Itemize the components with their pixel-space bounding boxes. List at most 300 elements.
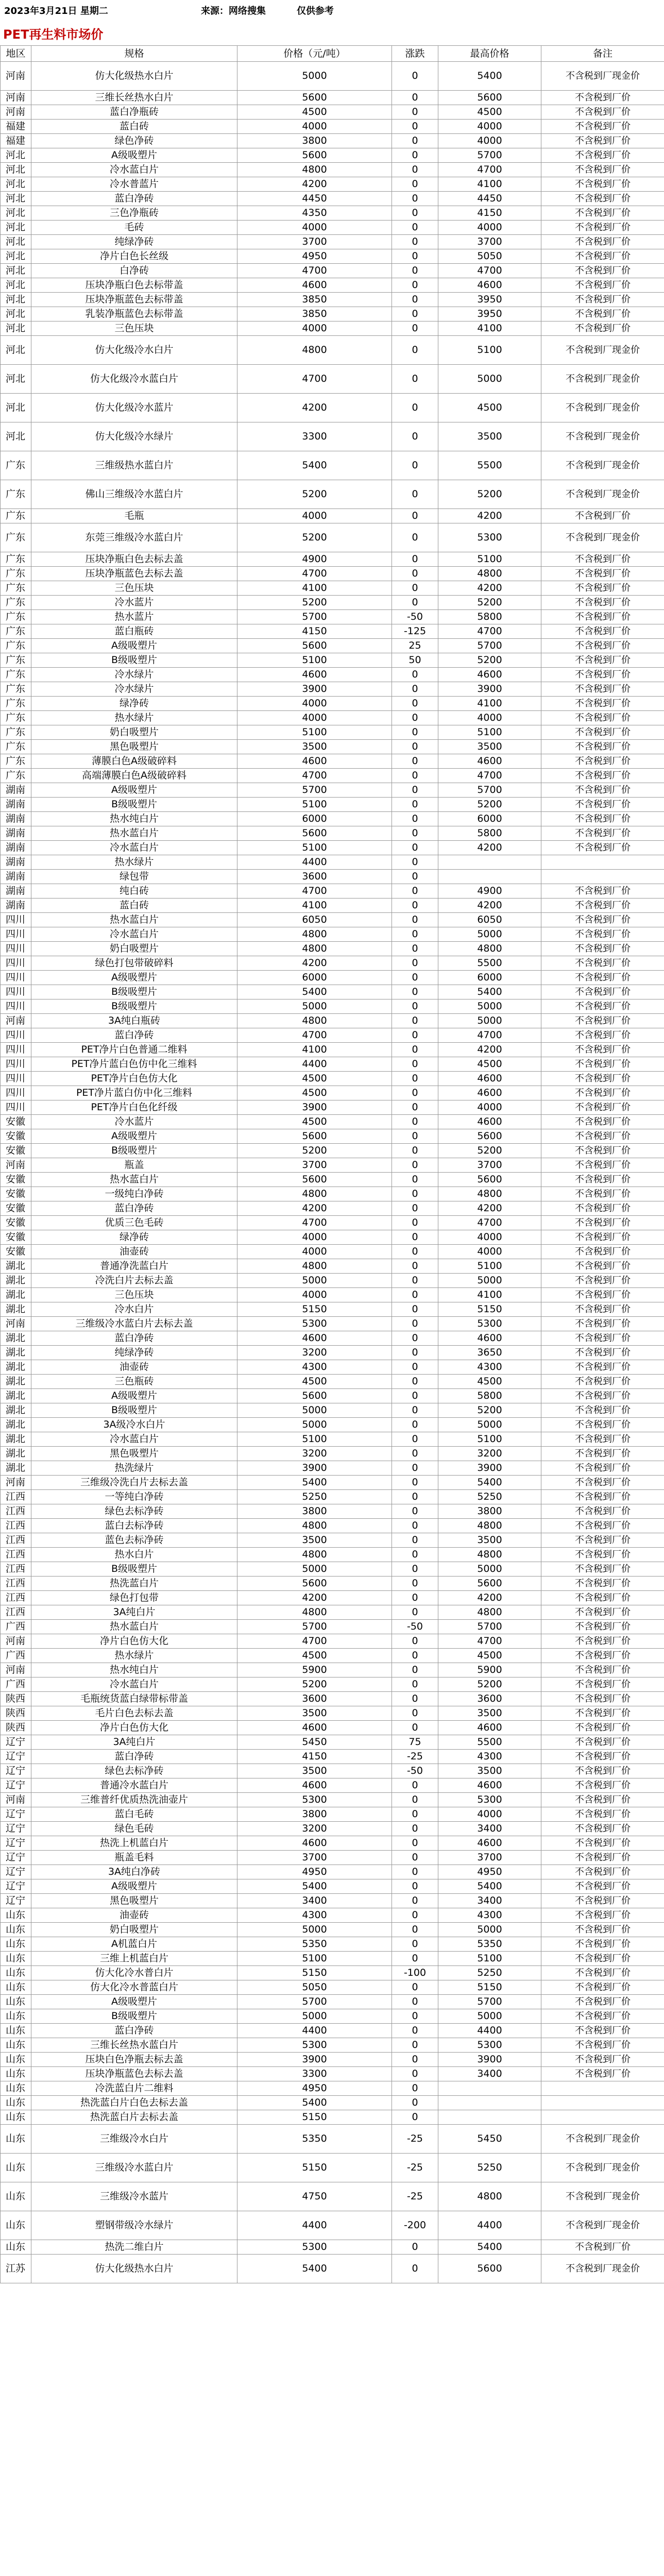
- cell-price: 4000: [237, 711, 392, 725]
- cell-spec: 蓝白净砖: [31, 192, 237, 206]
- cell-change: 0: [392, 177, 438, 192]
- cell-remark: 不含税到厂价: [541, 639, 664, 653]
- cell-max-price: 5300: [438, 523, 541, 552]
- table-row: [1, 2009, 664, 2024]
- cell-change: 0: [392, 1389, 438, 1403]
- cell-region: 辽宁: [1, 1851, 31, 1865]
- table-row: [1, 1750, 664, 1764]
- cell-region: 广东: [1, 754, 31, 769]
- cell-max-price: 3700: [438, 235, 541, 249]
- cell-price: 5400: [237, 1476, 392, 1490]
- column-header-remark: 备注: [541, 46, 664, 62]
- cell-spec: PET净片蓝白色仿中化三维料: [31, 1057, 237, 1072]
- cell-max-price: 3500: [438, 422, 541, 451]
- cell-spec: 黑色吸塑片: [31, 1894, 237, 1908]
- cell-region: 山东: [1, 2081, 31, 2096]
- cell-change: -200: [392, 2211, 438, 2240]
- cell-remark: 不含税到厂现金价: [541, 451, 664, 480]
- cell-region: 广东: [1, 581, 31, 596]
- cell-remark: 不含税到厂价: [541, 192, 664, 206]
- cell-change: -25: [392, 1750, 438, 1764]
- cell-change: 0: [392, 336, 438, 365]
- cell-change: 0: [392, 1836, 438, 1851]
- cell-change: 0: [392, 523, 438, 552]
- cell-max-price: 5500: [438, 451, 541, 480]
- cell-change: 0: [392, 999, 438, 1014]
- cell-remark: 不含税到厂价: [541, 567, 664, 581]
- cell-max-price: 5000: [438, 2009, 541, 2024]
- cell-max-price: 6000: [438, 971, 541, 985]
- cell-remark: 不含税到厂价: [541, 1923, 664, 1937]
- cell-price: 4600: [237, 754, 392, 769]
- cell-price: 3900: [237, 2053, 392, 2067]
- cell-remark: 不含税到厂现金价: [541, 2154, 664, 2182]
- cell-remark: 不含税到厂现金价: [541, 2211, 664, 2240]
- cell-max-price: 3400: [438, 1822, 541, 1836]
- cell-remark: 不含税到厂价: [541, 754, 664, 769]
- cell-remark: 不含税到厂价: [541, 1735, 664, 1750]
- cell-spec: 优质三色毛砖: [31, 1216, 237, 1230]
- cell-region: 河南: [1, 91, 31, 105]
- cell-spec: 冷水绿片: [31, 668, 237, 682]
- cell-region: 河南: [1, 1634, 31, 1649]
- cell-price: 4950: [237, 2081, 392, 2096]
- table-row: [1, 971, 664, 985]
- cell-max-price: 5200: [438, 596, 541, 610]
- cell-max-price: 3650: [438, 1346, 541, 1360]
- cell-spec: 冷水绿片: [31, 682, 237, 697]
- cell-max-price: 4000: [438, 134, 541, 148]
- table-row: [1, 1100, 664, 1115]
- cell-region: 湖南: [1, 899, 31, 913]
- cell-remark: 不含税到厂价: [541, 841, 664, 855]
- cell-remark: 不含税到厂价: [541, 1721, 664, 1735]
- cell-max-price: 4000: [438, 120, 541, 134]
- cell-remark: 不含税到厂价: [541, 278, 664, 293]
- cell-region: 广东: [1, 639, 31, 653]
- cell-remark: 不含税到厂价: [541, 1677, 664, 1692]
- cell-spec: 普通冷水蓝白片: [31, 1778, 237, 1793]
- table-row: [1, 1216, 664, 1230]
- cell-price: 4400: [237, 1057, 392, 1072]
- cell-price: 4800: [237, 1548, 392, 1562]
- cell-region: 山东: [1, 2038, 31, 2053]
- table-row: [1, 913, 664, 927]
- cell-remark: 不含税到厂价: [541, 1028, 664, 1043]
- cell-spec: 三维级冷水蓝片: [31, 2182, 237, 2211]
- cell-max-price: 3900: [438, 2053, 541, 2067]
- cell-max-price: 5200: [438, 653, 541, 668]
- table-row: [1, 711, 664, 725]
- cell-max-price: 4800: [438, 1548, 541, 1562]
- cell-price: 5300: [237, 2038, 392, 2053]
- cell-change: 0: [392, 812, 438, 826]
- cell-spec: 三维级冷洗白片去标去盖: [31, 1476, 237, 1490]
- cell-spec: 普通净洗蓝白片: [31, 1259, 237, 1274]
- cell-spec: 压块净瓶蓝色去标带盖: [31, 293, 237, 307]
- table-row: [1, 740, 664, 754]
- cell-spec: 绿包带: [31, 870, 237, 884]
- table-row: [1, 1504, 664, 1519]
- table-row: [1, 2096, 664, 2110]
- cell-region: 福建: [1, 134, 31, 148]
- cell-spec: 热水蓝白片: [31, 913, 237, 927]
- cell-price: 4800: [237, 1259, 392, 1274]
- table-row: [1, 1605, 664, 1620]
- cell-max-price: 5700: [438, 1995, 541, 2009]
- cell-max-price: 5100: [438, 336, 541, 365]
- cell-remark: 不含税到厂价: [541, 1259, 664, 1274]
- cell-region: 广东: [1, 552, 31, 567]
- cell-price: 4800: [237, 942, 392, 956]
- cell-change: 0: [392, 422, 438, 451]
- cell-price: 4400: [237, 855, 392, 870]
- cell-spec: 压块净瓶蓝色去标去盖: [31, 2067, 237, 2081]
- cell-price: 3600: [237, 1692, 392, 1706]
- table-row: [1, 120, 664, 134]
- table-row: [1, 1620, 664, 1634]
- cell-price: 5600: [237, 1577, 392, 1591]
- table-row: [1, 1677, 664, 1692]
- cell-change: 0: [392, 1302, 438, 1317]
- cell-region: 山东: [1, 2067, 31, 2081]
- cell-spec: 仿大化冷水普蓝白片: [31, 1980, 237, 1995]
- cell-change: 0: [392, 1375, 438, 1389]
- cell-remark: 不含税到厂价: [541, 971, 664, 985]
- cell-price: 5400: [237, 2096, 392, 2110]
- cell-change: 0: [392, 1346, 438, 1360]
- cell-remark: 不含税到厂价: [541, 1807, 664, 1822]
- cell-remark: 不含税到厂现金价: [541, 62, 664, 91]
- cell-region: 四川: [1, 971, 31, 985]
- table-row: [1, 942, 664, 956]
- table-row: [1, 812, 664, 826]
- cell-spec: A机蓝白片: [31, 1937, 237, 1952]
- cell-remark: 不含税到厂价: [541, 798, 664, 812]
- cell-change: -25: [392, 2125, 438, 2154]
- table-row: [1, 1028, 664, 1043]
- cell-region: 河北: [1, 422, 31, 451]
- cell-remark: 不含税到厂价: [541, 725, 664, 740]
- cell-price: 5600: [237, 1129, 392, 1144]
- cell-remark: 不含税到厂价: [541, 1577, 664, 1591]
- cell-spec: 蓝白砖: [31, 899, 237, 913]
- cell-remark: 不含税到厂价: [541, 596, 664, 610]
- cell-price: 5900: [237, 1663, 392, 1677]
- table-row: [1, 365, 664, 394]
- cell-region: 河北: [1, 365, 31, 394]
- cell-change: 0: [392, 1706, 438, 1721]
- cell-max-price: 5000: [438, 927, 541, 942]
- cell-max-price: 4200: [438, 1043, 541, 1057]
- cell-remark: 不含税到厂价: [541, 2240, 664, 2255]
- cell-price: 3500: [237, 1706, 392, 1721]
- cell-remark: 不含税到厂价: [541, 2038, 664, 2053]
- cell-region: 广东: [1, 725, 31, 740]
- table-row: [1, 1533, 664, 1548]
- cell-remark: 不含税到厂价: [541, 812, 664, 826]
- table-row: [1, 451, 664, 480]
- cell-price: 4000: [237, 221, 392, 235]
- cell-max-price: 3500: [438, 740, 541, 754]
- cell-max-price: 4600: [438, 1778, 541, 1793]
- cell-remark: 不含税到厂价: [541, 1995, 664, 2009]
- cell-spec: 三色压块: [31, 321, 237, 336]
- cell-price: 3900: [237, 1100, 392, 1115]
- cell-max-price: 4600: [438, 668, 541, 682]
- cell-price: 5000: [237, 1274, 392, 1288]
- cell-max-price: 5200: [438, 1403, 541, 1418]
- cell-price: 5400: [237, 985, 392, 999]
- cell-max-price: 4700: [438, 1634, 541, 1649]
- cell-spec: 纯绿净砖: [31, 1346, 237, 1360]
- cell-region: 山东: [1, 1980, 31, 1995]
- cell-max-price: 3900: [438, 682, 541, 697]
- cell-region: 山东: [1, 1937, 31, 1952]
- cell-remark: 不含税到厂价: [541, 293, 664, 307]
- table-row: [1, 1259, 664, 1274]
- cell-change: 0: [392, 769, 438, 783]
- cell-change: 0: [392, 2038, 438, 2053]
- cell-remark: 不含税到厂价: [541, 1057, 664, 1072]
- cell-change: 0: [392, 870, 438, 884]
- cell-spec: 蓝白净砖: [31, 1750, 237, 1764]
- cell-price: 5600: [237, 639, 392, 653]
- cell-remark: 不含税到厂价: [541, 1778, 664, 1793]
- cell-price: 4700: [237, 365, 392, 394]
- column-header-max-price: 最高价格: [438, 46, 541, 62]
- cell-remark: 不含税到厂价: [541, 1476, 664, 1490]
- cell-region: 广东: [1, 711, 31, 725]
- cell-remark: 不含税到厂价: [541, 985, 664, 999]
- cell-spec: 冷水蓝白片: [31, 841, 237, 855]
- cell-price: 4000: [237, 1288, 392, 1302]
- cell-remark: 不含税到厂价: [541, 1894, 664, 1908]
- cell-spec: 冷水蓝白片: [31, 927, 237, 942]
- cell-spec: 热洗蓝白片: [31, 1577, 237, 1591]
- cell-price: 4700: [237, 1634, 392, 1649]
- cell-region: 辽宁: [1, 1750, 31, 1764]
- cell-remark: 不含税到厂价: [541, 610, 664, 624]
- cell-change: 0: [392, 1865, 438, 1879]
- cell-max-price: 5700: [438, 1620, 541, 1634]
- cell-change: 0: [392, 711, 438, 725]
- cell-spec: 瓶盖: [31, 1158, 237, 1173]
- cell-spec: 蓝白去标净砖: [31, 1519, 237, 1533]
- cell-change: 0: [392, 1158, 438, 1173]
- cell-change: 0: [392, 307, 438, 321]
- cell-spec: 热洗蓝白片白色去标去盖: [31, 2096, 237, 2110]
- cell-change: 0: [392, 1504, 438, 1519]
- cell-region: 山东: [1, 2125, 31, 2154]
- table-row: [1, 1591, 664, 1605]
- cell-region: 广东: [1, 653, 31, 668]
- cell-max-price: 4700: [438, 769, 541, 783]
- table-row: [1, 1923, 664, 1937]
- source-label: 来源：网络搜集: [200, 6, 266, 16]
- table-row: [1, 2125, 664, 2154]
- cell-region: 湖北: [1, 1331, 31, 1346]
- cell-spec: 热水绿片: [31, 711, 237, 725]
- cell-spec: 冷洗白片去标去盖: [31, 1274, 237, 1288]
- header-bar: [0, 0, 664, 21]
- cell-max-price: 5200: [438, 798, 541, 812]
- table-row: [1, 1043, 664, 1057]
- cell-spec: 三维级冷水蓝白片去标去盖: [31, 1317, 237, 1331]
- column-header-spec: 规格: [31, 46, 237, 62]
- cell-remark: 不含税到厂价: [541, 1360, 664, 1375]
- cell-max-price: 5000: [438, 365, 541, 394]
- cell-max-price: 5500: [438, 1735, 541, 1750]
- cell-max-price: 5200: [438, 1677, 541, 1692]
- cell-region: 山东: [1, 1995, 31, 2009]
- cell-region: 江苏: [1, 2255, 31, 2283]
- cell-change: 0: [392, 192, 438, 206]
- cell-max-price: 4600: [438, 1086, 541, 1100]
- cell-remark: 不含税到厂价: [541, 1620, 664, 1634]
- table-row: [1, 697, 664, 711]
- cell-region: 河南: [1, 1793, 31, 1807]
- cell-change: 0: [392, 1894, 438, 1908]
- cell-change: 0: [392, 163, 438, 177]
- cell-remark: 不含税到厂价: [541, 206, 664, 221]
- table-row: [1, 1014, 664, 1028]
- cell-spec: 3A纯白片: [31, 1605, 237, 1620]
- cell-region: 江西: [1, 1591, 31, 1605]
- cell-price: 5000: [237, 1403, 392, 1418]
- cell-max-price: 4000: [438, 221, 541, 235]
- cell-remark: [541, 2110, 664, 2125]
- cell-max-price: 5400: [438, 62, 541, 91]
- cell-region: 广东: [1, 509, 31, 523]
- cell-price: 3800: [237, 134, 392, 148]
- cell-spec: 薄膜白色A级破碎料: [31, 754, 237, 769]
- table-row: [1, 148, 664, 163]
- cell-remark: 不含税到厂价: [541, 1908, 664, 1923]
- table-row: [1, 1418, 664, 1432]
- cell-spec: 蓝白净砖: [31, 1201, 237, 1216]
- cell-max-price: [438, 855, 541, 870]
- cell-remark: 不含税到厂价: [541, 1447, 664, 1461]
- table-row: [1, 2240, 664, 2255]
- cell-max-price: 3400: [438, 2067, 541, 2081]
- cell-spec: 一等纯白净砖: [31, 1490, 237, 1504]
- cell-price: 4200: [237, 1591, 392, 1605]
- cell-spec: 绿色去标净砖: [31, 1504, 237, 1519]
- cell-max-price: 4400: [438, 2211, 541, 2240]
- cell-price: 4200: [237, 177, 392, 192]
- cell-max-price: 5600: [438, 1173, 541, 1187]
- cell-price: 5150: [237, 1966, 392, 1980]
- cell-price: 4200: [237, 1201, 392, 1216]
- cell-region: 江西: [1, 1605, 31, 1620]
- cell-spec: 绿色毛砖: [31, 1822, 237, 1836]
- cell-price: 4600: [237, 668, 392, 682]
- cell-region: 河北: [1, 221, 31, 235]
- table-row: [1, 1764, 664, 1778]
- cell-price: 6000: [237, 812, 392, 826]
- cell-max-price: 5150: [438, 1302, 541, 1317]
- cell-max-price: 4600: [438, 278, 541, 293]
- cell-change: 0: [392, 1447, 438, 1461]
- cell-region: 河南: [1, 1663, 31, 1677]
- cell-max-price: 4100: [438, 321, 541, 336]
- cell-change: 0: [392, 2067, 438, 2081]
- cell-spec: 压块白色净瓶去标去盖: [31, 2053, 237, 2067]
- cell-spec: 油壶砖: [31, 1245, 237, 1259]
- cell-change: 0: [392, 1605, 438, 1620]
- cell-change: 0: [392, 855, 438, 870]
- cell-change: 0: [392, 1115, 438, 1129]
- cell-remark: 不含税到厂价: [541, 783, 664, 798]
- cell-price: 4600: [237, 1331, 392, 1346]
- cell-spec: 高端薄膜白色A级破碎料: [31, 769, 237, 783]
- cell-change: 0: [392, 971, 438, 985]
- cell-max-price: 5200: [438, 480, 541, 509]
- cell-spec: 纯绿净砖: [31, 235, 237, 249]
- cell-price: 3400: [237, 1894, 392, 1908]
- cell-price: 5300: [237, 1317, 392, 1331]
- cell-spec: 仿大化冷水普白片: [31, 1966, 237, 1980]
- cell-region: 广东: [1, 480, 31, 509]
- cell-max-price: 4100: [438, 1288, 541, 1302]
- cell-change: 0: [392, 321, 438, 336]
- cell-price: 5150: [237, 1302, 392, 1317]
- cell-price: 4600: [237, 1836, 392, 1851]
- cell-price: 4400: [237, 2211, 392, 2240]
- cell-price: 5050: [237, 1980, 392, 1995]
- cell-change: -50: [392, 1764, 438, 1778]
- cell-price: 5100: [237, 841, 392, 855]
- cell-max-price: 3500: [438, 1706, 541, 1721]
- table-row: [1, 62, 664, 91]
- cell-region: 河南: [1, 1317, 31, 1331]
- cell-region: 湖北: [1, 1389, 31, 1403]
- table-row: [1, 2211, 664, 2240]
- cell-price: 4500: [237, 1115, 392, 1129]
- cell-price: 3700: [237, 1851, 392, 1865]
- cell-max-price: 4600: [438, 1072, 541, 1086]
- cell-spec: 三色压块: [31, 581, 237, 596]
- cell-spec: 三维级热水蓝白片: [31, 451, 237, 480]
- cell-max-price: 4450: [438, 192, 541, 206]
- cell-price: 4700: [237, 884, 392, 899]
- cell-spec: 热水蓝白片: [31, 1173, 237, 1187]
- cell-price: 4450: [237, 192, 392, 206]
- page-title: PET再生料市场价: [3, 27, 104, 42]
- cell-remark: 不含税到厂价: [541, 1490, 664, 1504]
- cell-change: 0: [392, 1533, 438, 1548]
- cell-region: 湖北: [1, 1302, 31, 1317]
- cell-max-price: 5250: [438, 1966, 541, 1980]
- table-row: [1, 1778, 664, 1793]
- cell-price: 4750: [237, 2182, 392, 2211]
- cell-price: 5150: [237, 2110, 392, 2125]
- table-row: [1, 1201, 664, 1216]
- table-row: [1, 278, 664, 293]
- cell-spec: 冷水白片: [31, 1302, 237, 1317]
- cell-max-price: 5300: [438, 1317, 541, 1331]
- cell-spec: 三色压块: [31, 1288, 237, 1302]
- cell-remark: 不含税到厂价: [541, 177, 664, 192]
- cell-price: 5000: [237, 999, 392, 1014]
- cell-spec: 热水蓝白片: [31, 1620, 237, 1634]
- cell-price: 3900: [237, 682, 392, 697]
- table-row: [1, 1793, 664, 1807]
- table-row: [1, 235, 664, 249]
- cell-max-price: 5100: [438, 725, 541, 740]
- table-row: [1, 1274, 664, 1288]
